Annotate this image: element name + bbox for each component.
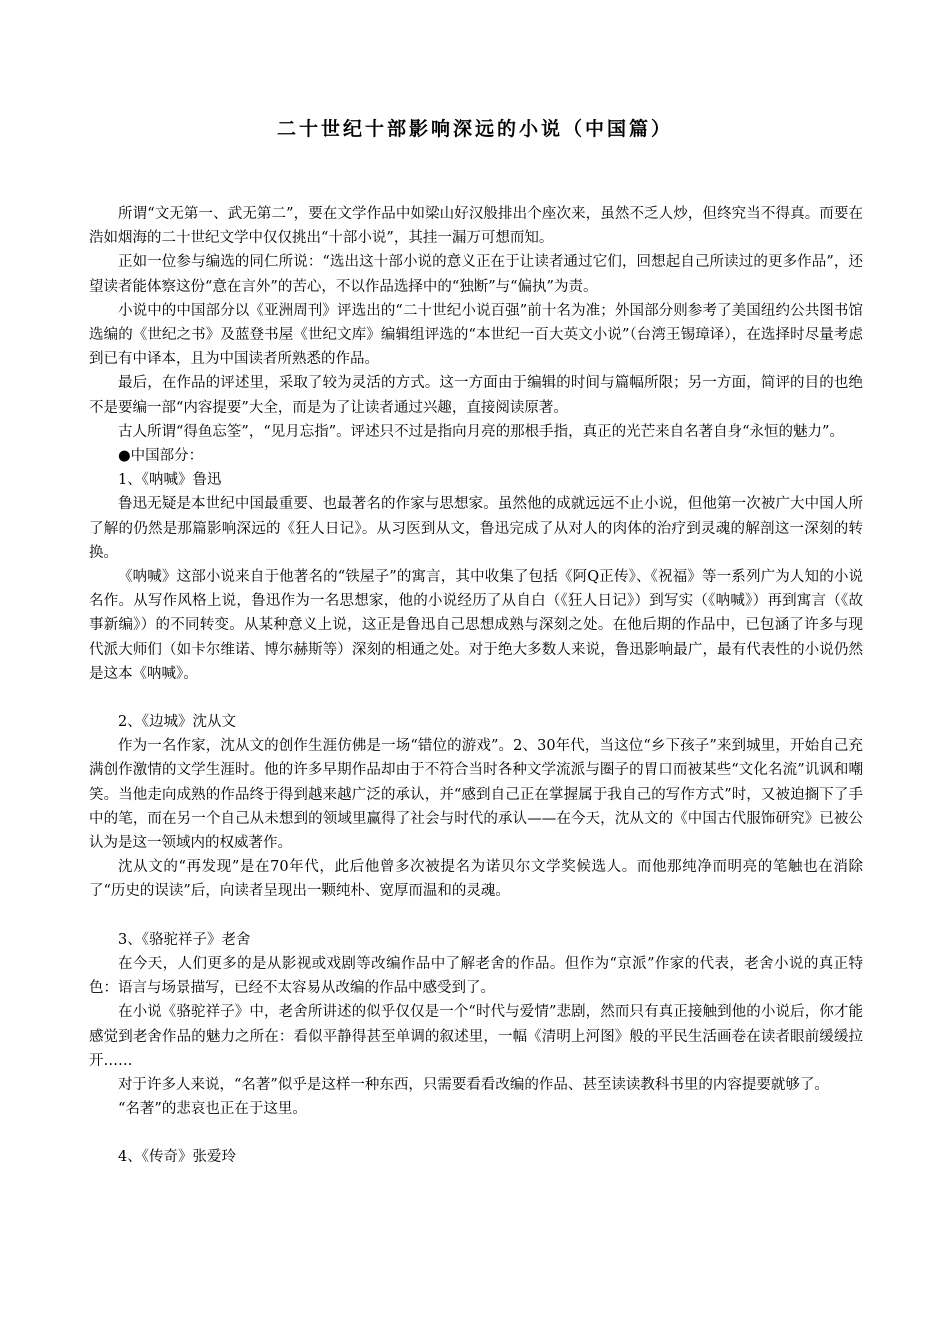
intro-paragraph: 正如一位参与编选的同仁所说：“选出这十部小说的意义正在于让读者通过它们，回想起自己所读过的更多作品”，还望读者能体察这份“意在言外”的苦心，不以作品选择中的“独断”与“偏执”为责。 xyxy=(89,254,863,295)
document-title: 二十世纪十部影响深远的小说（中国篇） xyxy=(276,118,673,140)
book-heading: 1、《呐喊》鲁迅 xyxy=(118,472,222,489)
section-gap xyxy=(89,1121,863,1145)
book-paragraph: 作为一名作家，沈从文的创作生涯仿佛是一场“错位的游戏”。2、30年代，当这位“乡下孩子”来到城里，开始自己充满创作激情的文学生涯时。他的许多早期作品却由于不符合当时各种文学流派与圈子的胃口而被某些“文化名流”讥讽和嘲笑。当他走向成熟的作品终于得到越来越广泛的承认，并“感到自己正在掌握属于我自己的写作方式”时，又被迫搁下了手中的笔，而在另一个自己从未想到的领域里赢得了社会与时代的承认——在今天，沈从文的《中国古代服饰研究》已被公认为是这一领域内的权威著作。 xyxy=(89,738,863,852)
book-paragraph: 对于许多人来说，“名著”似乎是这样一种东西，只需要看看改编的作品、甚至读读教科书里的内容提要就够了。 xyxy=(118,1076,829,1093)
book-paragraph: 在小说《骆驼祥子》中，老舍所讲述的似乎仅仅是一个“时代与爱情”悲剧，然而只有真正接触到他的小说后，你才能感觉到老舍作品的魅力之所在：看似平静得甚至单调的叙述里，一幅《清明上河图》般的平民生活画卷在读者眼前缓缓拉开…… xyxy=(89,1004,863,1069)
book-heading: 3、《骆驼祥子》老舍 xyxy=(118,931,251,948)
intro-paragraph: 古人所谓“得鱼忘筌”，“见月忘指”。评述只不过是指向月亮的那根手指，真正的光芒来自名著自身“永恒的魅力”。 xyxy=(118,423,844,440)
intro-paragraph: 所谓“文无第一、武无第二”，要在文学作品中如梁山好汉般排出个座次来，虽然不乏人炒，但终究当不得真。而要在浩如烟海的二十世纪文学中仅仅挑出“十部小说”，其挂一漏万可想而知。 xyxy=(89,206,863,247)
section-label: ●中国部分： xyxy=(118,448,204,465)
section-gap xyxy=(89,904,863,928)
book-paragraph: 在今天，人们更多的是从影视或戏剧等改编作品中了解老舍的作品。但作为“京派”作家的代表，老舍小说的真正特色：语言与场景描写，已经不太容易从改编的作品中感受到了。 xyxy=(89,955,863,997)
intro-paragraph: 最后，在作品的评述里，采取了较为灵活的方式。这一方面由于编辑的时间与篇幅所限；另一方面，简评的目的也绝不是要编一部“内容提要”大全，而是为了让读者通过兴趣，直接阅读原著。 xyxy=(89,375,863,416)
book-paragraph: “名著”的悲哀也正在于这里。 xyxy=(118,1101,307,1118)
document-body xyxy=(89,202,863,1170)
book-heading: 4、《传奇》张爱玲 xyxy=(118,1149,236,1166)
book-paragraph: 鲁迅无疑是本世纪中国最重要、也最著名的作家与思想家。虽然他的成就远远不止小说，但他第一次被广大中国人所了解的仍然是那篇影响深远的《狂人日记》。从习医到从文，鲁迅完成了从对人的肉体的治疗到灵魂的解剖这一深刻的转换。 xyxy=(89,496,863,561)
book-paragraph: 《呐喊》这部小说来自于他著名的“铁屋子”的寓言，其中收集了包括《阿Q正传》、《祝福》等一系列广为人知的小说名作。从写作风格上说，鲁迅作为一名思想家，他的小说经历了从自白（《狂人日记》）到写实（《呐喊》）再到寓言（《故事新编》）的不同转变。从某种意义上说，这正是鲁迅自己思想成熟与深刻之处。在他后期的作品中，已包涵了许多与现代派大师们（如卡尔维诺、博尔赫斯等）深刻的相通之处。对于绝大多数人来说，鲁迅影响最广，最有代表性的小说仍然是这本《呐喊》。 xyxy=(89,569,863,682)
intro-paragraph: 小说中的中国部分以《亚洲周刊》评选出的“二十世纪小说百强”前十名为准；外国部分则参考了美国纽约公共图书馆选编的《世纪之书》及蓝登书屋《世纪文库》编辑组评选的“本世纪一百大英文小说”（台湾王锡璋译），在选择时尽量考虑到已有中译本，且为中国读者所熟悉的作品。 xyxy=(89,302,863,368)
book-heading: 2、《边城》沈从文 xyxy=(118,714,236,731)
section-gap xyxy=(89,686,863,710)
book-paragraph: 沈从文的“再发现”是在70年代，此后他曾多次被提名为诺贝尔文学奖候选人。而他那纯净而明亮的笔触也在消除了“历史的误读”后，向读者呈现出一颗纯朴、宽厚而温和的灵魂。 xyxy=(89,859,863,900)
